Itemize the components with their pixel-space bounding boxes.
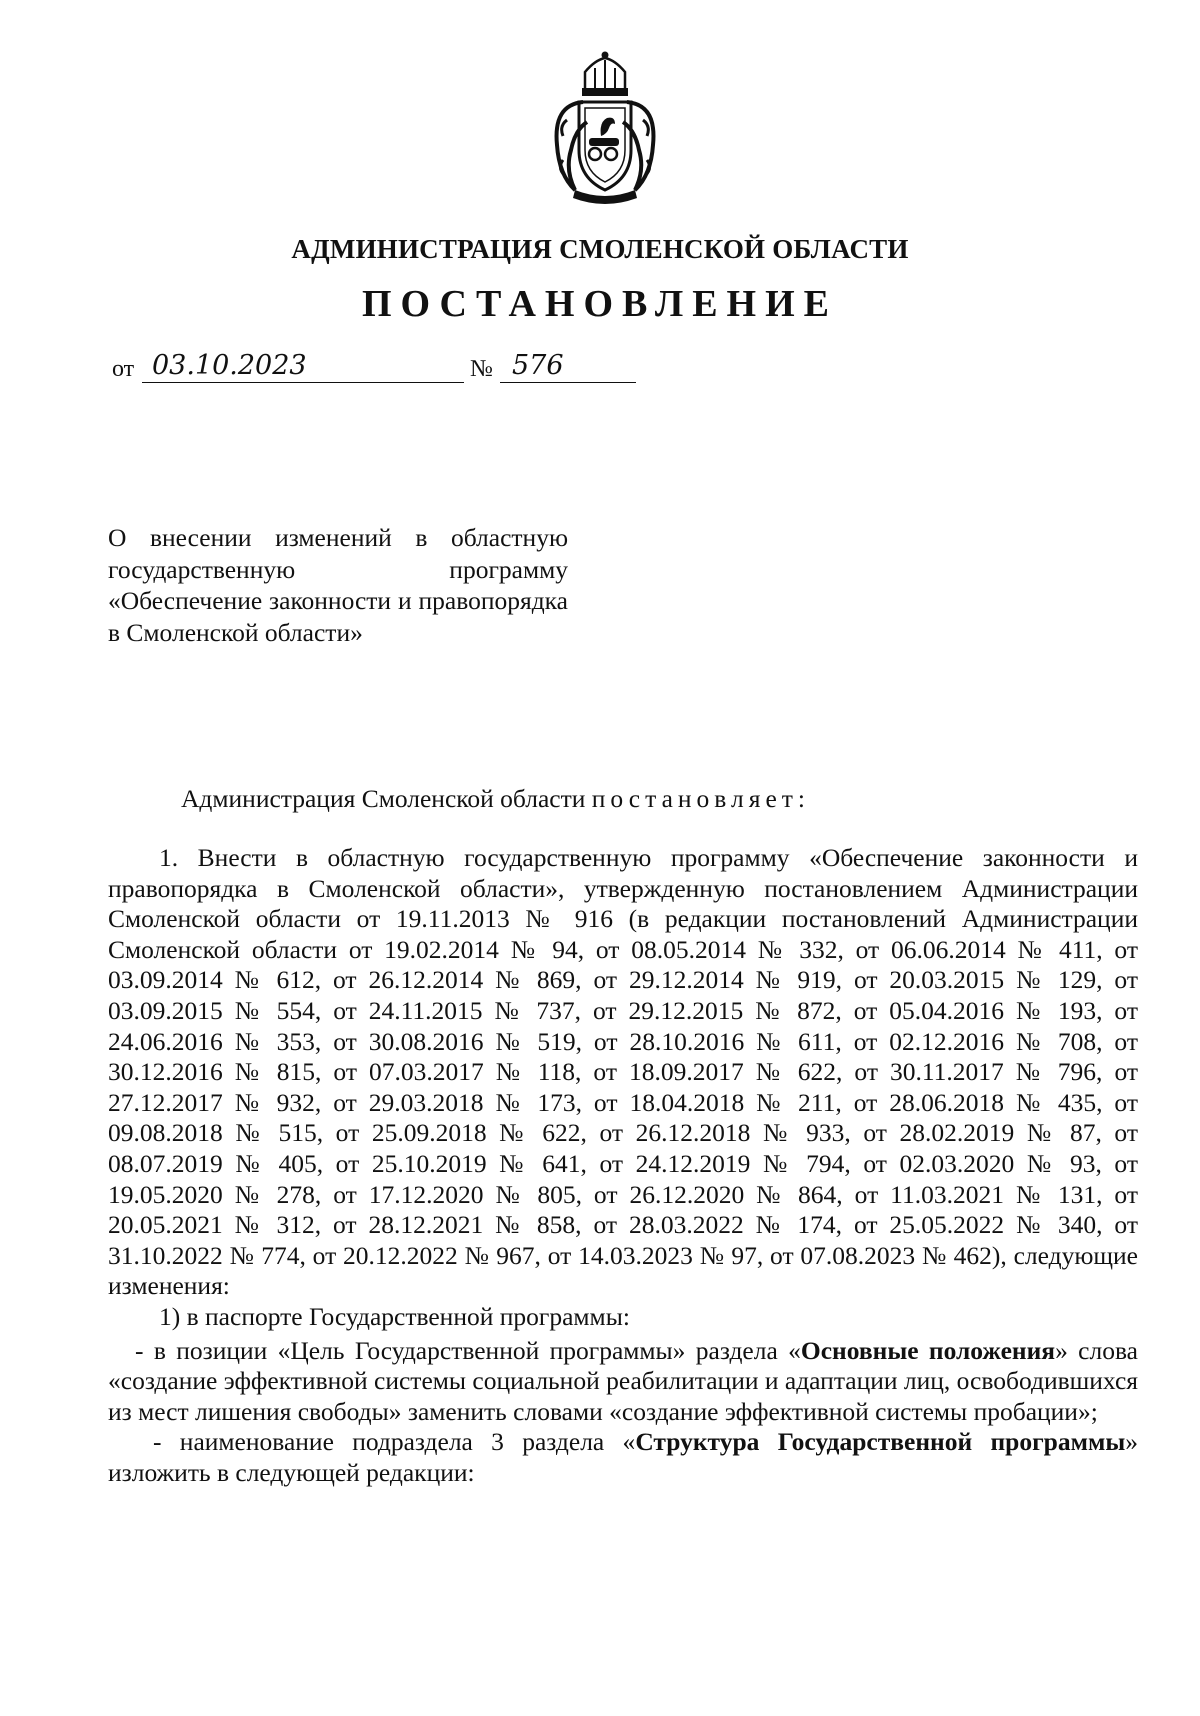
paragraph-1: 1. Внести в областную государственную программу «Обеспечение законности и правопорядка в Смоленской области», утвержденную постановлением Администрации Смоленской области от 19.11.2013 № 916 (в редакции постановлений Администрации Смоленской области от 19.02.2014 № 94, от 08.05.2014 № 332, от 06.06.2014 № 411, от 03.09.2014 № 612, от 26.12.2014 № 869, от 29.12.2014 № 919, от 20.03.2015 № 129, от 03.09.2015 № 554, от 24.11.2015 № 737, от 29.12.2015 № 872, от 05.04.2016 № 193, от 24.06.2016 № 353, от 30.08.2016 № 519, от 28.10.2016 № 611, от 02.12.2016 № 708, от 30.12.2016 № 815, от 07.03.2017 № 118, от 18.09.2017 № 622, от 30.11.2017 № 796, от 27.12.2017 № 932, от 29.03.2018 № 173, от 18.04.2018 № 211, от 28.06.2018 № 435, от 09.08.2018 № 515, от 25.09.2018 № 622, от 26.12.2018 № 933, от 28.02.2019 № 87, от 08.07.2019 № 405, от 25.10.2019 № 641, от 24.12.2019 № 794, от 02.03.2020 № 93, от 19.05.2020 № 278, от 17.12.2020 № 805, от 26.12.2020 № 864, от 11.03.2021 № 131, от 20.05.2021 № 312, от 28.12.2021 № 858, от 28.03.2022 № 174, от 25.05.2022 № 340, от 31.10.2022 № 774, от 20.12.2022 № 967, от 14.03.2023 № 97, от 07.08.2023 № 462), следующие изменения: (108, 843, 1138, 1301)
number-underline (500, 382, 636, 383)
handwritten-date: 03.10.2023 (152, 350, 307, 381)
paragraph-3 (108, 1336, 1138, 1428)
document-subject: О внесении изменений в областную государственную программу «Обеспечение законности и правопорядка в Смоленской области» (108, 523, 568, 647)
document-type-title: ПОСТАНОВЛЕНИЕ (361, 283, 839, 325)
organization-name: АДМИНИСТРАЦИЯ СМОЛЕНСКОЙ ОБЛАСТИ (291, 234, 909, 264)
date-from-label: от (112, 356, 135, 382)
paragraph-4-text-b: » изложить в следующей редакции: (108, 1427, 1138, 1487)
decree-statement (181, 784, 810, 814)
decree-prefix: Администрация Смоленской области (181, 784, 586, 813)
smolensk-coat-of-arms-icon (545, 50, 665, 210)
handwritten-number: 576 (512, 350, 564, 381)
paragraph-4-text-a: - наименование подраздела 3 раздела « (153, 1427, 636, 1457)
document-body (108, 843, 1138, 1488)
paragraph-3-text-a: - в позиции «Цель Государственной программы» раздела « (135, 1335, 801, 1365)
date-underline (142, 382, 464, 383)
paragraph-4 (108, 1427, 1138, 1488)
paragraph-2: 1) в паспорте Государственной программы: (159, 1301, 630, 1331)
paragraph-3-bold: Основные положения (800, 1335, 1056, 1365)
decree-verb: постановляет: (591, 784, 810, 813)
paragraph-3-text-b: » слова «создание эффективной системы социальной реабилитации и адаптации лиц, освободившихся из мест лишения свободы» заменить словами «создание эффективной системы пробации»; (108, 1335, 1138, 1426)
number-label: № (470, 356, 493, 382)
paragraph-4-bold: Структура Государственной программы (635, 1427, 1126, 1457)
